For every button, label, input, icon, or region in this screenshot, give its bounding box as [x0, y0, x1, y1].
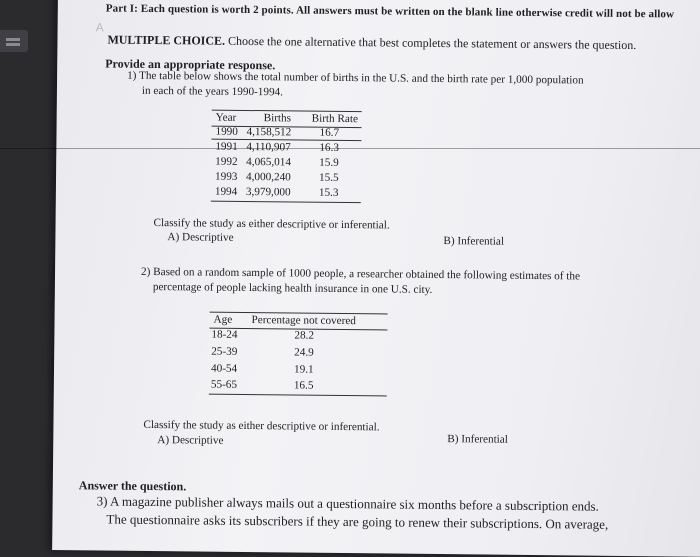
- table-cell: 24.9: [294, 346, 314, 359]
- table-cell: 1991: [215, 140, 238, 153]
- mc-text: Choose the one alternative that best completes the statement or answers the question.: [227, 33, 637, 53]
- q2-option-b[interactable]: B) Inferential: [447, 433, 508, 446]
- q2-classify: Classify the study as either descriptive or inferential.: [143, 418, 380, 434]
- q1-header-births: Births: [263, 112, 292, 125]
- table-cell: 4,000,240: [245, 170, 291, 184]
- part-header: Part I: Each question is worth 2 points. All answers must be written on the blank line otherwise credit will not be allow: [105, 2, 675, 21]
- table-cell: 25-39: [211, 345, 238, 358]
- table-cell: 16.3: [319, 141, 340, 154]
- table-cell: 15.5: [318, 171, 339, 184]
- q3-line1: 3) A magazine publisher always mails out a questionnaire six months before a subscription ends.: [96, 493, 599, 514]
- table-cell: 16.5: [293, 379, 314, 392]
- document-page: [52, 0, 700, 557]
- table-cell: 4,065,014: [246, 155, 292, 169]
- q1-classify: Classify the study as either descriptive or inferential.: [153, 217, 390, 232]
- q1-header-rate: Birth Rate: [311, 112, 359, 126]
- q1-line2: in each of the years 1990-1994.: [141, 84, 284, 99]
- mc-instructions: [107, 33, 636, 54]
- provide-heading: Provide an appropriate response.: [105, 56, 276, 73]
- side-letter: A: [95, 20, 104, 35]
- q2-line2: percentage of people lacking health insurance in one U.S. city.: [152, 281, 433, 296]
- table-cell: 1992: [215, 155, 238, 168]
- table-cell: 15.3: [318, 186, 339, 199]
- table-cell: 4,158,512: [246, 125, 292, 139]
- q2-header-pct: Percentage not covered: [251, 314, 356, 328]
- table-cell: 15.9: [319, 156, 339, 169]
- mc-heading: MULTIPLE CHOICE.: [107, 32, 226, 48]
- table-cell: 28.2: [294, 329, 315, 342]
- table-cell: 40-54: [210, 362, 238, 375]
- q2-line1: 2) Based on a random sample of 1000 people, a researcher obtained the following estimates of the: [140, 265, 581, 283]
- table-cell: 55-65: [210, 378, 238, 391]
- table-cell: 1993: [214, 170, 238, 183]
- q1-header-year: Year: [215, 111, 237, 124]
- q3-heading: Answer the question.: [78, 478, 187, 494]
- table-cell: 18-24: [211, 328, 238, 341]
- page-fold-line: [0, 148, 700, 149]
- table-cell: 1994: [214, 185, 238, 198]
- q2-header-age: Age: [213, 313, 233, 326]
- table-cell: 1990: [215, 125, 238, 138]
- sidebar-toggle[interactable]: [0, 30, 28, 52]
- table-cell: 16.7: [319, 126, 340, 139]
- q1-line1: 1) The table below shows the total number of births in the U.S. and the birth rate per 1,000 population: [127, 69, 584, 87]
- q1-option-b[interactable]: B) Inferential: [443, 235, 505, 248]
- table-cell: 3,979,000: [245, 185, 291, 199]
- table-cell: 19.1: [293, 363, 314, 376]
- q3-line2: The questionnaire asks its subscribers if they are going to renew their subscriptions. On average,: [106, 511, 609, 532]
- table-cell: 4,110,907: [246, 140, 291, 154]
- q2-option-a[interactable]: A) Descriptive: [157, 434, 224, 447]
- q1-option-a[interactable]: A) Descriptive: [167, 231, 234, 244]
